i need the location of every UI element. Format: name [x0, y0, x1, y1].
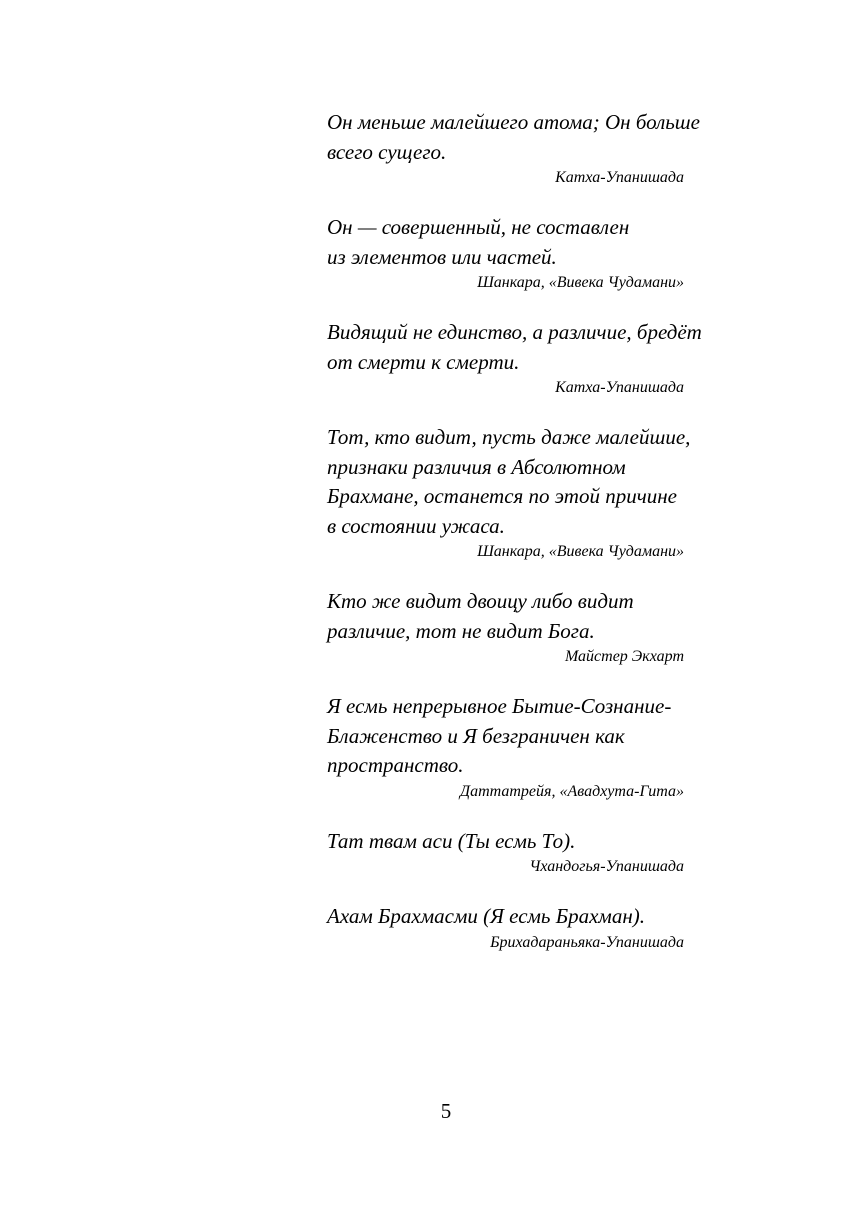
quote-attribution: Катха-Упанишада [555, 379, 684, 396]
quote-attribution: Брихадараньяка-Упанишада [490, 933, 684, 951]
quote-attribution: Катха-Упанишада [555, 169, 684, 186]
quote-line: различие, тот не видит Бога. [327, 618, 595, 643]
page-number: 5 [440, 1099, 452, 1123]
quote-attribution: Чхандогья-Упанишада [529, 858, 684, 875]
quote-1 [327, 108, 747, 189]
quote-line: Он — совершенный, не составлен [327, 215, 630, 239]
quote-line: Тат твам аси (Ты есмь То). [327, 828, 576, 853]
quote-5 [327, 587, 747, 668]
quote-line: Я есмь непрерывное Бытие-Сознание- [327, 694, 672, 718]
quote-line: пространство. [327, 753, 464, 777]
quote-line: Кто же видит двоицу либо видит [327, 589, 634, 613]
quote-line: Брахмане, останется по этой причине [327, 484, 677, 508]
quote-attribution: Майстер Экхарт [564, 648, 684, 665]
quote-line: в состоянии ужаса. [327, 513, 505, 538]
quote-6 [327, 692, 747, 803]
quote-4 [327, 423, 747, 563]
quote-line: Блаженство и Я безграничен как [327, 723, 625, 748]
quote-line: из элементов или частей. [327, 244, 557, 269]
quote-8 [327, 902, 747, 954]
quote-line: Он меньше малейшего атома; Он больше [327, 110, 700, 134]
quote-3 [327, 318, 747, 399]
quote-attribution: Даттатрейя, «Авадхута-Гита» [459, 782, 684, 800]
epigraph-quotes [327, 108, 747, 978]
quote-line: Тот, кто видит, пусть даже малейшие, [327, 425, 691, 449]
quote-line: Видящий не единство, а различие, бредёт [327, 320, 702, 344]
quote-attribution: Шанкара, «Вивека Чудамани» [477, 274, 684, 291]
quote-line: всего сущего. [327, 139, 447, 164]
quote-7 [327, 827, 747, 879]
quote-attribution: Шанкара, «Вивека Чудамани» [477, 543, 684, 560]
quote-line: Ахам Брахмасми (Я есмь Брахман). [327, 904, 645, 928]
quote-line: от смерти к смерти. [327, 349, 520, 374]
quote-2 [327, 213, 747, 294]
quote-line: признаки различия в Абсолютном [327, 454, 626, 479]
